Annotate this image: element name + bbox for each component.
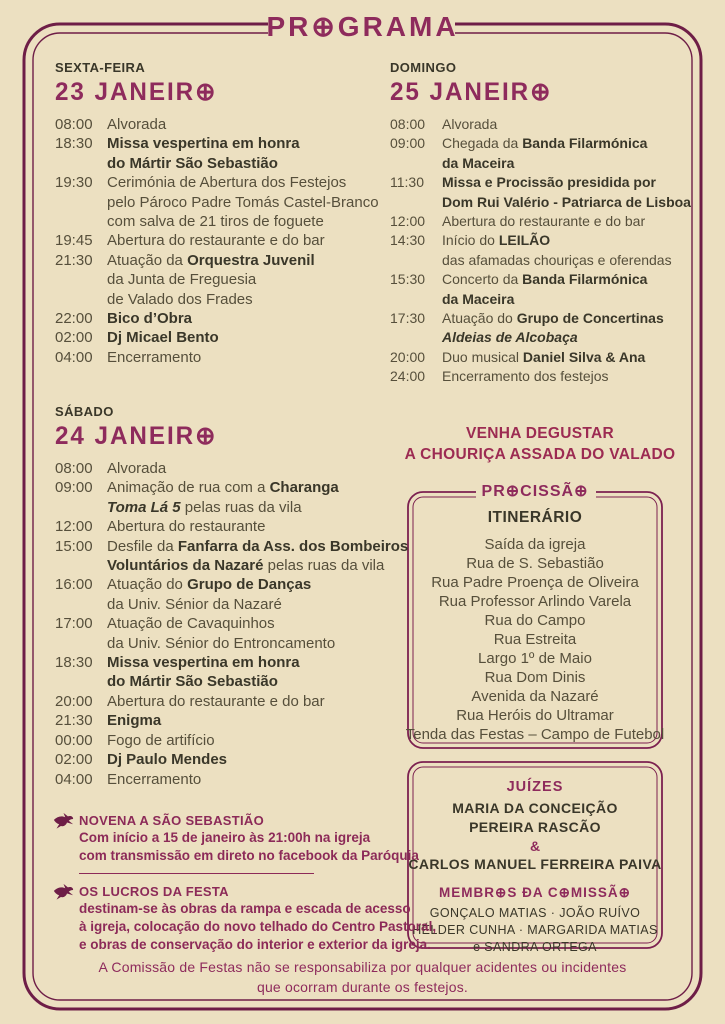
swallow-icon xyxy=(53,812,74,833)
ampersand: & xyxy=(529,838,541,854)
schedule-row xyxy=(390,348,712,367)
disclaimer xyxy=(0,957,725,997)
note-line: à igreja, colocação do novo telhado do Centro Pastoral, xyxy=(79,919,437,934)
event-time: 22:00 xyxy=(55,310,93,328)
note-body xyxy=(79,829,419,865)
schedule-row xyxy=(55,478,390,517)
note-line: destinam-se às obras da rampa e escada de acesso xyxy=(79,901,411,916)
event-description: Atuação do Grupo de Danças da Univ. Sénior da Nazaré xyxy=(107,576,312,613)
event-description: Atuação da Orquestra Juvenil da Junta de Freguesia de Valado dos Frades xyxy=(107,251,315,308)
note-title: OS LUCROS DA FESTA xyxy=(79,884,229,899)
event-description: Missa e Procissão presidida por Dom Rui Valério - Patriarca de Lisboa xyxy=(442,174,691,210)
procession-title: PR⊕CISSÃ⊕ xyxy=(481,483,589,500)
event-time: 14:30 xyxy=(390,232,426,249)
event-description: Bico d’Obra xyxy=(107,310,193,328)
schedule-row xyxy=(55,770,390,789)
event-description: Abertura do restaurante e do bar xyxy=(442,213,646,230)
event-description: Atuação do Grupo de Concertinas Aldeias de Alcobaça xyxy=(442,310,664,346)
schedule-friday xyxy=(55,60,390,367)
event-time: 20:00 xyxy=(390,348,426,365)
day-date: 23 JANEIR⊕ xyxy=(55,78,218,106)
committee-member-list xyxy=(404,905,666,956)
event-time: 00:00 xyxy=(55,731,93,749)
event-time: 21:30 xyxy=(55,712,93,730)
event-description: Cerimónia de Abertura dos Festejos pelo Pároco Padre Tomás Castel-Branco com salva de 21 tiros de foguete xyxy=(107,174,379,231)
schedule-row xyxy=(55,328,390,347)
procession-stop: Rua Professor Arlindo Varela xyxy=(438,593,632,610)
event-description: Abertura do restaurante e do bar xyxy=(107,232,325,250)
event-time: 02:00 xyxy=(55,751,93,769)
event-description: Encerramento dos festejos xyxy=(442,368,609,385)
event-description: Abertura do restaurante xyxy=(107,518,266,536)
schedule-row xyxy=(55,575,390,614)
event-time: 08:00 xyxy=(390,116,426,132)
judges-title: JUÍZES xyxy=(506,779,564,795)
event-description: Encerramento xyxy=(107,348,202,366)
schedule-row xyxy=(55,173,390,231)
schedule-row xyxy=(55,711,390,730)
event-description: Início do LEILÃO das afamadas chouriças e oferendas xyxy=(442,232,672,268)
procession-stop: Rua Dom Dinis xyxy=(484,669,586,686)
schedule-saturday xyxy=(55,404,409,789)
schedule-row xyxy=(390,367,712,386)
event-description: Duo musical Daniel Silva & Ana xyxy=(442,348,646,365)
event-list xyxy=(390,115,712,387)
tasting-invitation xyxy=(385,423,695,465)
schedule-row xyxy=(390,173,712,212)
schedule-row xyxy=(55,115,390,134)
disclaimer-line-1: A Comissão de Festas não se responsabiliza por qualquer acidentes ou incidentes xyxy=(98,959,627,975)
schedule-row xyxy=(55,537,409,576)
schedule-row xyxy=(55,692,390,711)
schedule-row xyxy=(390,231,712,270)
schedule-row xyxy=(55,251,390,309)
page-title: PR⊕GRAMA xyxy=(266,11,459,42)
event-description: Dj Micael Bento xyxy=(107,329,219,347)
event-description: Abertura do restaurante e do bar xyxy=(107,692,325,710)
note-line: e obras de conservação do interior e exterior da igreja. xyxy=(79,937,431,952)
day-label: DOMINGO xyxy=(390,60,457,75)
event-description: Fogo de artifício xyxy=(107,731,215,749)
disclaimer-line-2: que ocorram durante os festejos. xyxy=(256,979,469,995)
event-description: Alvorada xyxy=(107,116,167,133)
note-lucros xyxy=(55,883,437,954)
schedule-row xyxy=(55,348,390,367)
day-date: 25 JANEIR⊕ xyxy=(390,78,553,106)
event-time: 08:00 xyxy=(55,116,93,133)
note-novena xyxy=(55,812,419,865)
event-time: 04:00 xyxy=(55,348,93,366)
event-time: 12:00 xyxy=(390,213,426,230)
day-date: 24 JANEIR⊕ xyxy=(55,422,218,450)
schedule-sunday xyxy=(390,60,712,387)
event-description: Alvorada xyxy=(442,116,498,132)
judge-name: CARLOS MANUEL FERREIRA PAIVA xyxy=(408,856,662,872)
event-description: Desfile da Fanfarra da Ass. dos Bombeiros Voluntários da Nazaré pelas ruas da vila xyxy=(107,537,409,575)
event-time: 21:30 xyxy=(55,251,93,269)
tasting-line-1: VENHA DEGUSTAR xyxy=(465,425,614,442)
committee-member: GONÇALO MATIAS · JOÃO RUÍVO xyxy=(429,906,641,920)
event-time: 15:30 xyxy=(390,271,426,288)
event-description: Dj Paulo Mendes xyxy=(107,751,228,769)
event-time: 02:00 xyxy=(55,329,93,347)
event-time: 18:30 xyxy=(55,654,93,672)
judge-name: MARIA DA CONCEIÇÃO xyxy=(452,800,618,816)
schedule-row xyxy=(55,750,390,769)
event-time: 11:30 xyxy=(390,174,424,191)
judge-name: PEREIRA RASCÃO xyxy=(469,819,601,835)
schedule-row xyxy=(55,614,390,653)
event-time: 24:00 xyxy=(390,368,426,385)
event-list xyxy=(55,115,390,367)
event-time: 08:00 xyxy=(55,460,93,477)
note-line: com transmissão em direto no facebook da Paróquia xyxy=(79,848,419,863)
schedule-row xyxy=(55,731,390,750)
event-description: Atuação de Cavaquinhos da Univ. Sénior do Entroncamento xyxy=(107,615,336,652)
procession-stop: Avenida da Nazaré xyxy=(471,688,599,705)
schedule-row xyxy=(390,270,712,309)
procession-stop: Rua Padre Proença de Oliveira xyxy=(431,574,639,591)
event-time: 15:00 xyxy=(55,537,93,555)
schedule-row xyxy=(390,309,712,348)
notes-divider xyxy=(79,873,314,874)
notes-section xyxy=(55,812,437,954)
schedule-row xyxy=(390,134,712,173)
schedule-row xyxy=(55,231,390,250)
note-body xyxy=(79,900,437,954)
judges-panel xyxy=(404,778,666,956)
event-description: Chegada da Banda Filarmónica da Maceira xyxy=(442,135,648,171)
day-label: SÁBADO xyxy=(55,404,114,419)
event-time: 04:00 xyxy=(55,770,93,788)
committee-member: HÉLDER CUNHA · MARGARIDA MATIAS xyxy=(412,923,658,937)
event-description: Enigma xyxy=(107,712,162,730)
event-time: 09:00 xyxy=(390,135,426,152)
event-description: Missa vespertina em honra do Mártir São Sebastião xyxy=(107,135,300,172)
swallow-icon xyxy=(53,883,74,904)
procession-stop: Tenda das Festas – Campo de Futebol xyxy=(405,726,665,743)
event-time: 16:00 xyxy=(55,576,93,594)
procession-stop: Rua Heróis do Ultramar xyxy=(456,707,614,724)
procession-stop: Rua Estreita xyxy=(493,631,577,648)
event-time: 17:30 xyxy=(390,310,426,327)
schedule-row xyxy=(390,115,712,134)
tasting-line-2: A CHOURIÇA ASSADA DO VALADO xyxy=(404,446,676,463)
procession-stop: Saída da igreja xyxy=(484,536,586,553)
event-time: 09:00 xyxy=(55,479,93,497)
event-time: 19:45 xyxy=(55,232,93,250)
event-description: Missa vespertina em honra do Mártir São Sebastião xyxy=(107,654,300,691)
committee-title: MEMBR⊕S ÐA C⊕MISSÃ⊕ xyxy=(439,885,631,900)
schedule-row xyxy=(55,134,390,173)
event-list xyxy=(55,459,409,789)
event-description: Animação de rua com a Charanga Toma Lá 5 pelas ruas da vila xyxy=(107,479,339,516)
schedule-row xyxy=(55,653,390,692)
event-time: 17:00 xyxy=(55,615,93,633)
procession-stop: Rua de S. Sebastião xyxy=(466,555,604,572)
day-label: SEXTA-FEIRA xyxy=(55,60,146,75)
event-description: Concerto da Banda Filarmónica da Maceira xyxy=(442,271,648,307)
event-time: 19:30 xyxy=(55,174,93,192)
event-description: Encerramento xyxy=(107,770,202,788)
schedule-row xyxy=(55,517,390,536)
procession-stop: Largo 1º de Maio xyxy=(478,650,592,667)
schedule-row xyxy=(390,212,712,231)
note-title: NOVENA A SÃO SEBASTIÃO xyxy=(79,813,265,828)
event-time: 18:30 xyxy=(55,135,93,153)
schedule-row xyxy=(55,459,390,478)
note-line: Com início a 15 de janeiro às 21:00h na igreja xyxy=(79,830,371,845)
event-description: Alvorada xyxy=(107,460,167,477)
procession-stop-list xyxy=(398,535,672,744)
event-time: 20:00 xyxy=(55,692,93,710)
event-time: 12:00 xyxy=(55,518,93,536)
procession-subtitle: ITINERÁRIO xyxy=(487,509,583,526)
procession-stop: Rua do Campo xyxy=(484,612,586,629)
committee-member: e SANDRA ORTEGA xyxy=(473,940,597,954)
schedule-row xyxy=(55,309,390,328)
